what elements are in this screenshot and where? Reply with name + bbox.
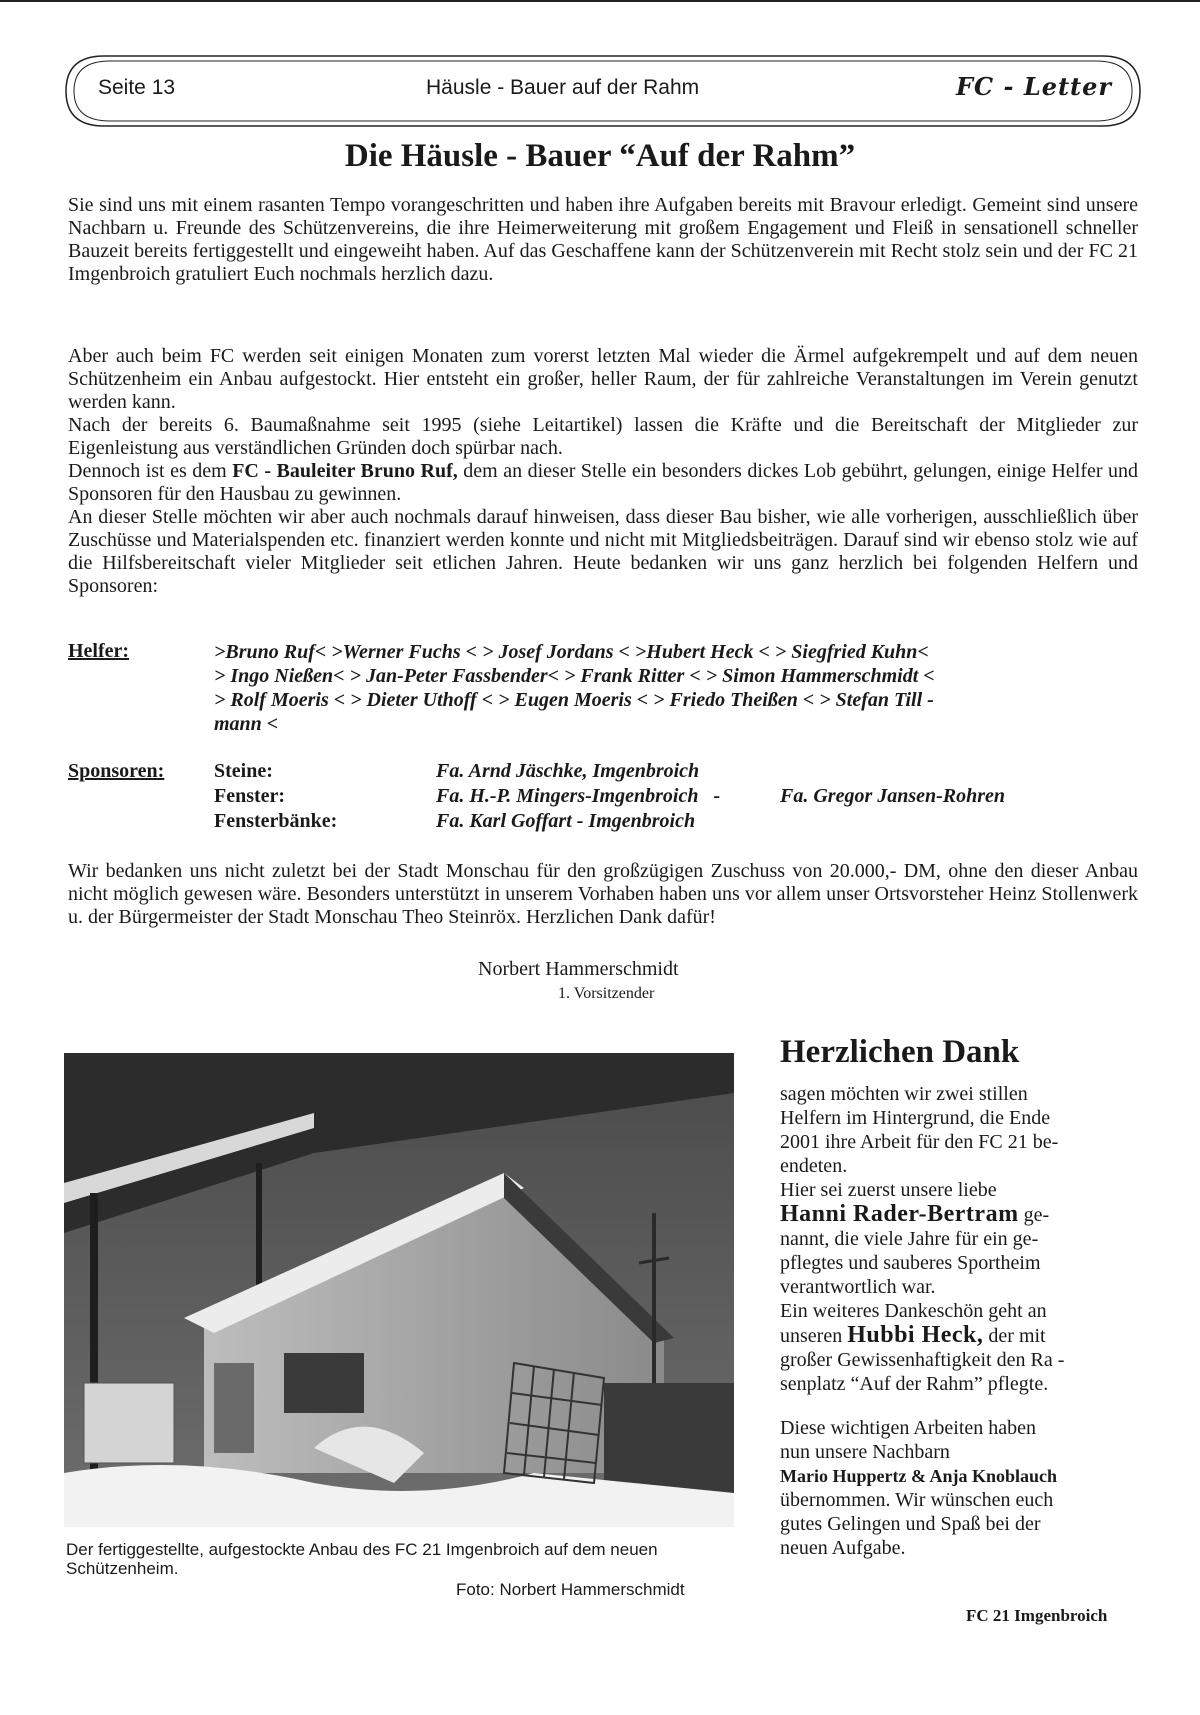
page-number: Seite 13 bbox=[98, 76, 176, 99]
thanks-name-hubbi: Hubbi Heck, bbox=[847, 1322, 984, 1348]
thanks-line: nannt, die viele Jahre für ein ge- bbox=[780, 1228, 1039, 1250]
thanks-line: großer Gewissenhaftigkeit den Ra - bbox=[780, 1349, 1065, 1371]
helpers-line: >Bruno Ruf< >Werner Fuchs < > Josef Jordans < >Hubert Heck < > Siegfried Kuhn< bbox=[214, 641, 929, 663]
page-top-rule bbox=[0, 0, 1200, 2]
intro-text-4 bbox=[68, 460, 1138, 506]
photo-credit: Foto: Norbert Hammerschmidt bbox=[456, 1580, 685, 1599]
thanks-line-suffix: der mit bbox=[988, 1325, 1046, 1347]
sponsor-name: Fa. Karl Goffart - Imgenbroich bbox=[436, 810, 696, 832]
thanks-line: Ein weiteres Dankeschön geht an bbox=[780, 1300, 1047, 1322]
thanks-name-line bbox=[780, 1202, 1142, 1227]
sponsor-name: Fa. H.-P. Mingers-Imgenbroich - bbox=[436, 785, 721, 807]
bauleiter-name: FC - Bauleiter Bruno Ruf, bbox=[232, 460, 458, 482]
thanks-line-suffix: ge- bbox=[1023, 1204, 1050, 1226]
thanks-line: pflegtes und sauberes Sportheim bbox=[780, 1252, 1041, 1274]
thanks-line: senplatz “Auf der Rahm” pflegte. bbox=[780, 1373, 1049, 1395]
thanks-line: 2001 ihre Arbeit für den FC 21 be- bbox=[780, 1131, 1059, 1153]
thanks-line: sagen möchten wir zwei stillen bbox=[780, 1083, 1028, 1105]
intro-text-4-after: dem an dieser Stelle ein besonders dickes Lob gebührt, gelungen, einige Helfer und Sponsoren für den Hausbau zu gewinnen. bbox=[68, 460, 1139, 505]
helpers-line: mann < bbox=[214, 713, 279, 735]
thanks-line: verantwortlich war. bbox=[780, 1276, 936, 1298]
signature-role: 1. Vorsitzender bbox=[558, 985, 655, 1002]
thanks-name-line bbox=[780, 1323, 1142, 1348]
thanks-line: Helfern im Hintergrund, die Ende bbox=[780, 1107, 1051, 1129]
thanks-body bbox=[780, 1082, 1142, 1560]
photo-caption: Der fertiggestellte, aufgestockte Anbau des FC 21 Imgenbroich auf dem neuen Schützenheim. bbox=[66, 1540, 658, 1578]
sponsor-category: Fensterbänke: bbox=[214, 810, 338, 832]
intro-paragraph-1 bbox=[68, 194, 1138, 286]
helpers-label: Helfer: bbox=[68, 640, 130, 662]
helpers-line: > Ingo Nießen< > Jan-Peter Fassbender< > Frank Ritter < > Simon Hammerschmidt < bbox=[214, 665, 935, 687]
sponsors-label: Sponsoren: bbox=[68, 760, 165, 782]
page-header-banner bbox=[64, 54, 1142, 128]
thanks-line: neuen Aufgabe. bbox=[780, 1537, 906, 1559]
sponsor-name-extra: Fa. Gregor Jansen-Rohren bbox=[780, 785, 1006, 807]
helpers-list bbox=[214, 640, 1144, 736]
thanks-line: endeten. bbox=[780, 1155, 848, 1177]
sponsor-category: Steine: bbox=[214, 760, 273, 782]
building-photo bbox=[64, 1053, 734, 1527]
closing-text: Wir bedanken uns nicht zuletzt bei der Stadt Monschau für den großzügigen Zuschuss von 20.000,- DM, ohne den dieser Anbau nicht möglich gewesen wäre. Besonders unterstützt in unserem Vorhaben haben uns vor allem unser Ortsvorsteher Heinz Stollenwerk u. der Bürgermeister der Stadt Monschau Theo Steinröx. Herzlichen Dank dafür! bbox=[68, 860, 1138, 928]
intro-text-1: Sie sind uns mit einem rasanten Tempo vorangeschritten und haben ihre Aufgaben bereits mit Bravour erledigt. Gemeint sind unsere Nachbarn u. Freunde des Schützenvereins, die ihre Heimerweiterung mit großem Engagement und Fleiß in sensationell schneller Bauzeit bereits fertiggestellt und eingeweiht haben. Auf das Geschaffene kann der Schützenverein mit Recht stolz sein und der FC 21 Imgenbroich gratuliert Euch nochmals herzlich dazu. bbox=[68, 194, 1138, 285]
sponsor-category: Fenster: bbox=[214, 785, 286, 807]
signature-name: Norbert Hammerschmidt bbox=[478, 958, 679, 980]
thanks-line: Hier sei zuerst unsere liebe bbox=[780, 1179, 997, 1201]
thanks-line: nun unsere Nachbarn bbox=[780, 1441, 950, 1463]
thanks-line: übernommen. Wir wünschen euch bbox=[780, 1489, 1054, 1511]
intro-text-2: Aber auch beim FC werden seit einigen Monaten zum vorerst letzten Mal wieder die Ärmel aufgekrempelt und auf dem neuen Schützenheim ein Anbau aufgestockt. Hier entsteht ein großer, heller Raum, der für zahlreiche Veranstaltungen im Verein genutzt werden kann. bbox=[68, 345, 1138, 413]
intro-paragraph-group bbox=[68, 345, 1138, 598]
thanks-spacer bbox=[780, 1396, 1142, 1416]
thanks-line-prefix: unseren bbox=[780, 1325, 843, 1347]
helpers-line: > Rolf Moeris < > Dieter Uthoff < > Eugen Moeris < > Friedo Theißen < > Stefan Till - bbox=[214, 689, 934, 711]
thanks-new-helpers: Mario Huppertz & Anja Knoblauch bbox=[780, 1466, 1058, 1486]
intro-text-3: Nach der bereits 6. Baumaßnahme seit 1995 (siehe Leitartikel) lassen die Kräfte und die Bereitschaft der Mitglieder zur Eigenleistung aus verständlichen Gründen doch spürbar nach. bbox=[68, 414, 1138, 459]
intro-text-4-before: Dennoch ist es dem bbox=[68, 460, 227, 482]
sponsor-name: Fa. Arnd Jäschke, Imgenbroich bbox=[436, 760, 700, 782]
closing-paragraph bbox=[68, 860, 1138, 929]
section-title: Häusle - Bauer auf der Rahm bbox=[426, 76, 700, 99]
thanks-line: gutes Gelingen und Spaß bei der bbox=[780, 1513, 1041, 1535]
thanks-heading: Herzlichen Dank bbox=[780, 1034, 1020, 1070]
intro-text-5: An dieser Stelle möchten wir aber auch nochmals darauf hinweisen, dass dieser Bau bisher, wie alle vorherigen, ausschließlich über Zuschüsse und Materialspenden etc. finanziert werden konnte und nicht mit Mitgliedsbeiträgen. Darauf sind wir ebenso stolz wie auf die Hilfsbereitschaft vieler Mitglieder seit etlichen Jahren. Heute bedanken wir uns ganz herzlich bei folgenden Helfern und Sponsoren: bbox=[68, 506, 1138, 597]
thanks-line: Diese wichtigen Arbeiten haben bbox=[780, 1417, 1037, 1439]
article-title: Die Häusle - Bauer “Auf der Rahm” bbox=[344, 138, 856, 174]
thanks-name-hanni: Hanni Rader-Bertram bbox=[780, 1201, 1019, 1227]
thanks-signature: FC 21 Imgenbroich bbox=[966, 1606, 1108, 1625]
newsletter-logo: FC - Letter bbox=[956, 72, 1113, 101]
